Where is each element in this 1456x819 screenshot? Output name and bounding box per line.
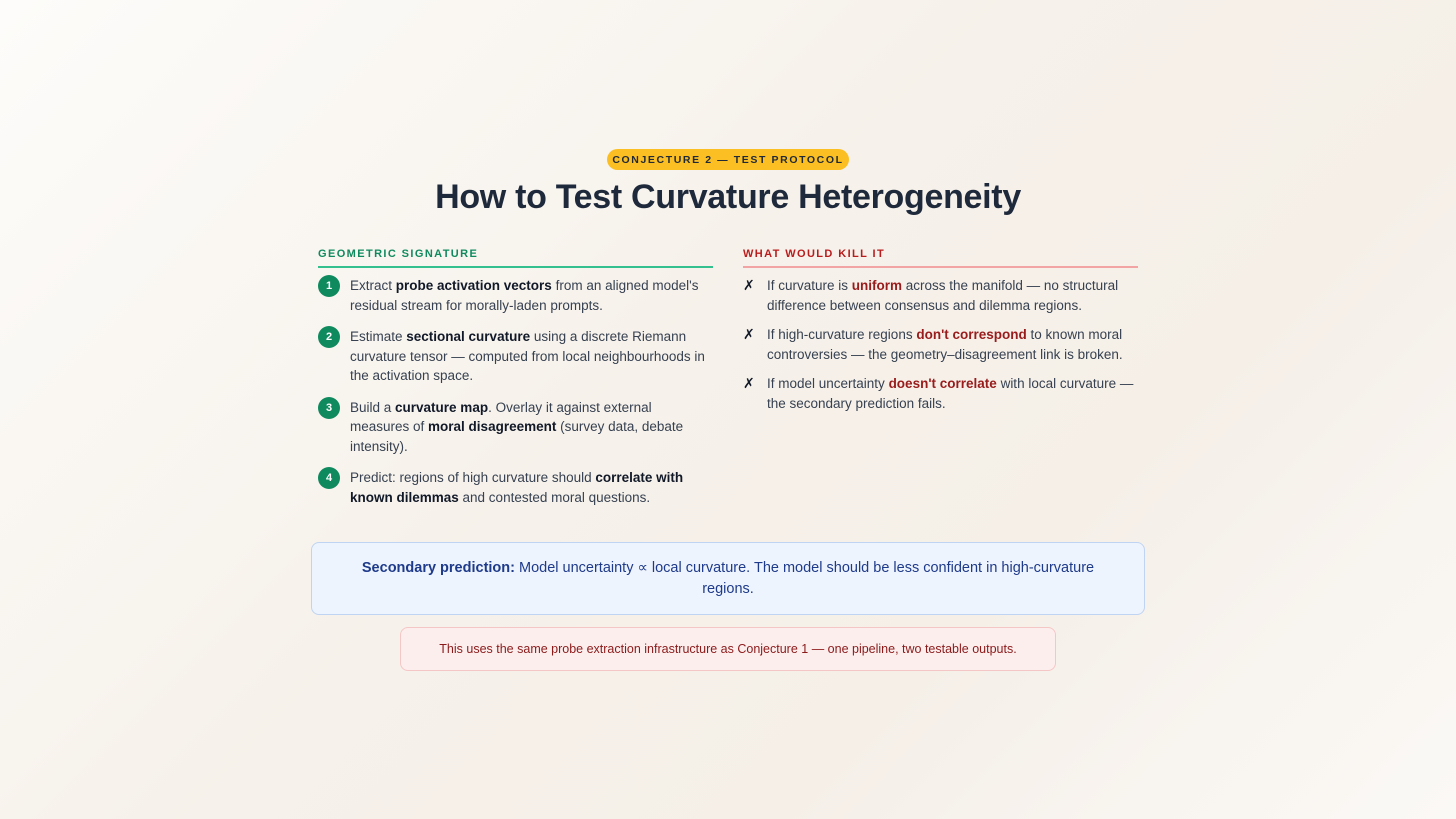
page-title: How to Test Curvature Heterogeneity: [435, 178, 1021, 216]
kill-text: If model uncertainty doesn't correlate with local curvature — the secondary prediction fails.: [767, 376, 1134, 411]
infrastructure-note: This uses the same probe extraction infrastructure as Conjecture 1 — one pipeline, two testable outputs.: [400, 627, 1056, 671]
secondary-prediction-box: [311, 542, 1145, 615]
step-number-badge: 2: [318, 326, 340, 348]
steps-list: [318, 276, 713, 519]
step-text: Build a curvature map. Overlay it against external measures of moral disagreement (survey data, debate intensity).: [350, 399, 684, 454]
step-text: Estimate sectional curvature using a discrete Riemann curvature tensor — computed from local neighbourhoods in the activation space.: [350, 329, 705, 383]
kill-item: [743, 374, 1138, 413]
geometric-signature-heading: GEOMETRIC SIGNATURE: [318, 248, 713, 268]
step-number-badge: 3: [318, 397, 340, 419]
step-number-badge: 4: [318, 467, 340, 489]
conjecture-badge: CONJECTURE 2 — TEST PROTOCOL: [607, 149, 849, 170]
kill-criteria-heading: WHAT WOULD KILL IT: [743, 248, 1138, 268]
cross-icon: ✗: [743, 375, 755, 391]
step-text: Extract probe activation vectors from an aligned model's residual stream for morally-laden prompts.: [350, 278, 699, 313]
kill-criteria-list: [743, 276, 1138, 423]
cross-icon: ✗: [743, 277, 755, 293]
step-text: Predict: regions of high curvature should correlate with known dilemmas and contested moral questions.: [350, 470, 684, 505]
kill-item: [743, 325, 1138, 364]
cross-icon: ✗: [743, 326, 755, 342]
step-item: [318, 276, 713, 315]
step-item: [318, 327, 713, 386]
secondary-prediction-text: Secondary prediction: Model uncertainty ∝ local curvature. The model should be less confident in high-curvature regions.: [361, 559, 1095, 597]
step-item: [318, 468, 713, 507]
kill-text: If curvature is uniform across the manifold — no structural difference between consensus and dilemma regions.: [767, 278, 1119, 313]
kill-text: If high-curvature regions don't correspond to known moral controversies — the geometry–disagreement link is broken.: [767, 327, 1123, 362]
step-item: [318, 398, 713, 457]
kill-item: [743, 276, 1138, 315]
step-number-badge: 1: [318, 275, 340, 297]
secondary-prediction-label: Secondary prediction:: [361, 559, 515, 576]
